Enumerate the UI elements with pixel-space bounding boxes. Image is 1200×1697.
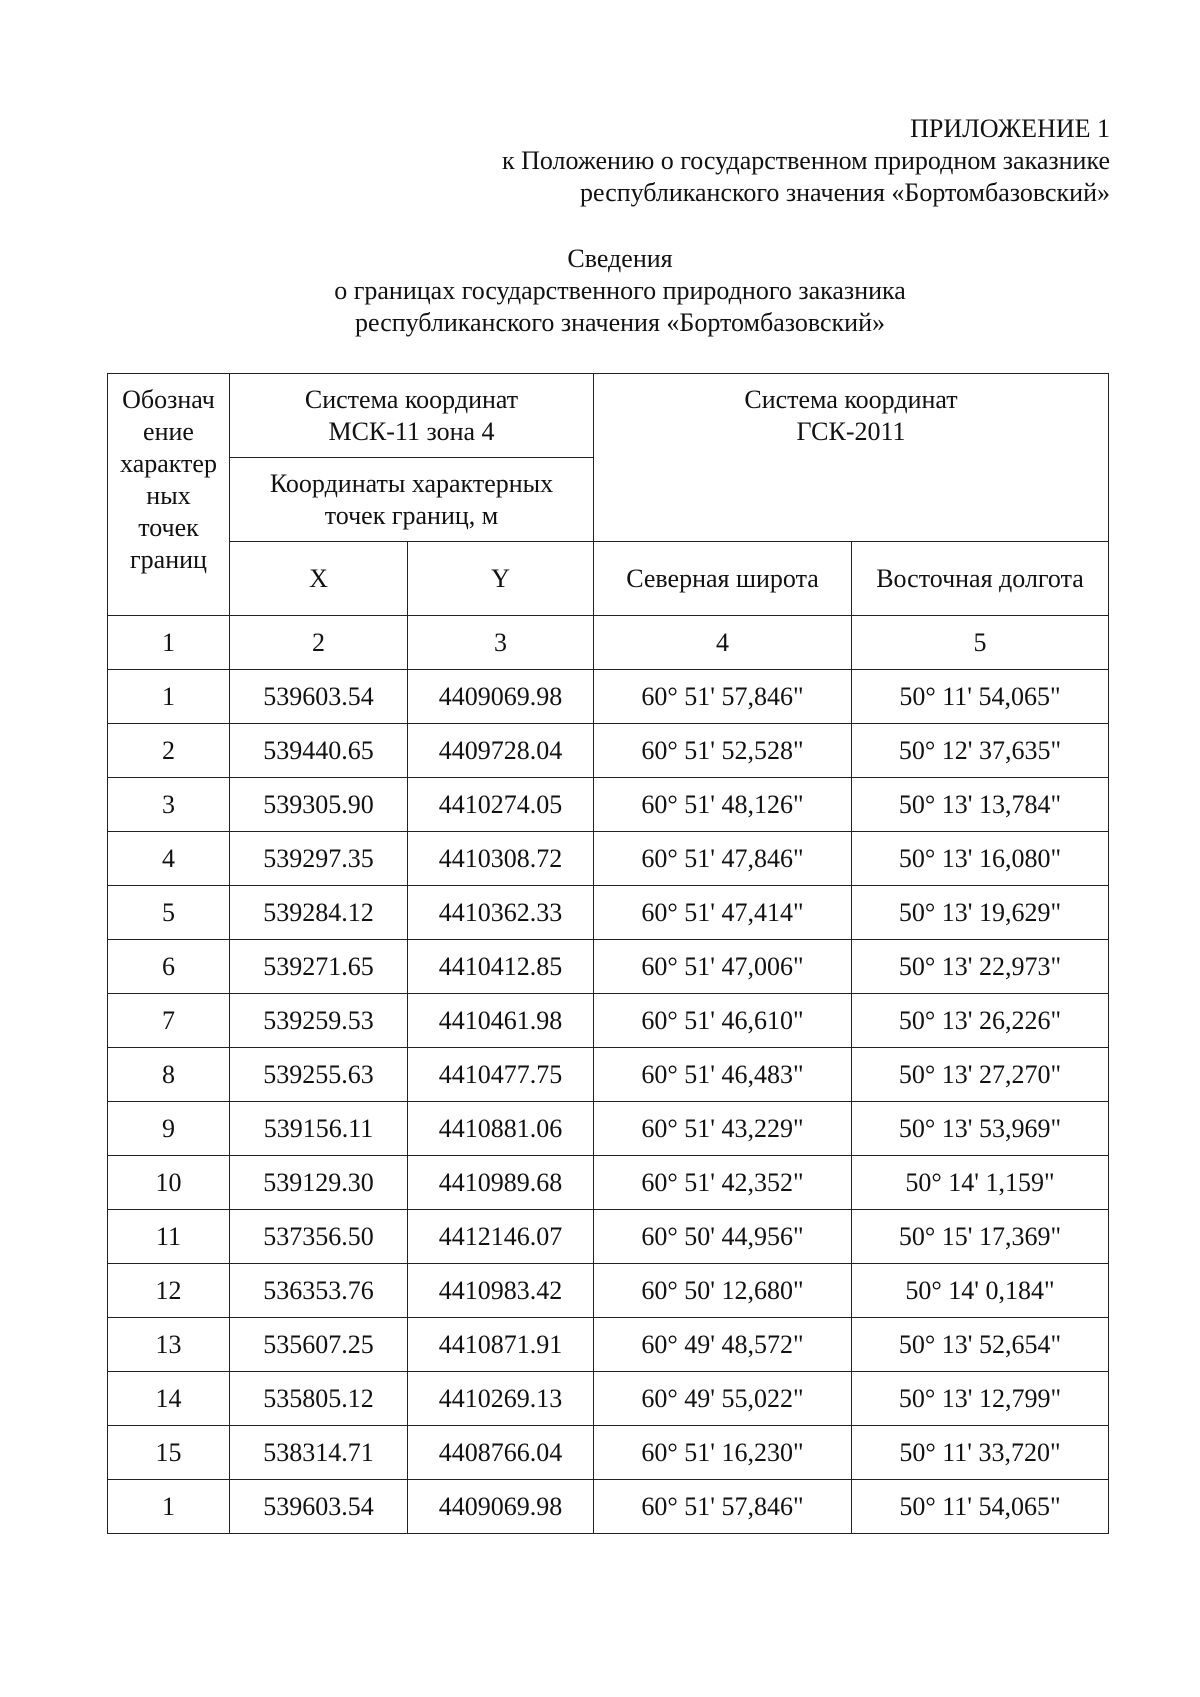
- point-number-cell: 12: [108, 1264, 230, 1318]
- x-coordinate-cell: 539259.53: [230, 994, 408, 1048]
- coordinates-table: [107, 373, 1109, 1534]
- longitude-cell: 50° 13' 13,784": [852, 778, 1109, 832]
- point-number-cell: 1: [108, 670, 230, 724]
- point-number-cell: 6: [108, 940, 230, 994]
- point-number-cell: 4: [108, 832, 230, 886]
- longitude-cell: 50° 13' 19,629": [852, 886, 1109, 940]
- longitude-cell: 50° 11' 33,720": [852, 1426, 1109, 1480]
- table-row: [108, 724, 1109, 778]
- y-coordinate-cell: 4410871.91: [408, 1318, 594, 1372]
- latitude-cell: 60° 51' 46,483": [594, 1048, 852, 1102]
- y-coordinate-cell: 4410269.13: [408, 1372, 594, 1426]
- y-coordinate-cell: 4410308.72: [408, 832, 594, 886]
- y-coordinate-cell: 4410477.75: [408, 1048, 594, 1102]
- longitude-cell: 50° 13' 22,973": [852, 940, 1109, 994]
- y-coordinate-cell: 4409728.04: [408, 724, 594, 778]
- point-number-cell: 13: [108, 1318, 230, 1372]
- column-number: 3: [408, 616, 594, 670]
- header-msk-points: [230, 458, 594, 542]
- latitude-cell: 60° 51' 47,006": [594, 940, 852, 994]
- header-latitude: Северная широта: [594, 542, 852, 616]
- annex-header: [310, 113, 1110, 209]
- header-x: X: [230, 542, 408, 616]
- table-row: [108, 1210, 1109, 1264]
- x-coordinate-cell: 539284.12: [230, 886, 408, 940]
- header-msk-system-line: МСК-11 зона 4: [328, 417, 495, 446]
- x-coordinate-cell: 536353.76: [230, 1264, 408, 1318]
- table-row: [108, 1264, 1109, 1318]
- column-number: 2: [230, 616, 408, 670]
- table-row: [108, 994, 1109, 1048]
- latitude-cell: 60° 49' 48,572": [594, 1318, 852, 1372]
- title-line-3: республиканского значения «Бортомбазовский»: [355, 308, 885, 337]
- longitude-cell: 50° 11' 54,065": [852, 670, 1109, 724]
- x-coordinate-cell: 539305.90: [230, 778, 408, 832]
- header-designation-part: границ: [130, 545, 207, 574]
- header-designation: [108, 374, 230, 616]
- table-row: [108, 778, 1109, 832]
- header-msk-points-line: Координаты характерных: [269, 468, 554, 498]
- longitude-cell: 50° 13' 16,080": [852, 832, 1109, 886]
- table-body: [108, 670, 1109, 1534]
- longitude-cell: 50° 13' 12,799": [852, 1372, 1109, 1426]
- point-number-cell: 15: [108, 1426, 230, 1480]
- latitude-cell: 60° 49' 55,022": [594, 1372, 852, 1426]
- y-coordinate-cell: 4409069.98: [408, 1480, 594, 1534]
- header-designation-part: ных: [146, 481, 191, 510]
- table-row: [108, 832, 1109, 886]
- header-msk-points-line: точек границ, м: [324, 500, 499, 530]
- annex-reference: к Положению о государственном природном заказнике: [501, 146, 1110, 175]
- point-number-cell: 9: [108, 1102, 230, 1156]
- point-number-cell: 10: [108, 1156, 230, 1210]
- latitude-cell: 60° 51' 43,229": [594, 1102, 852, 1156]
- longitude-cell: 50° 13' 52,654": [852, 1318, 1109, 1372]
- latitude-cell: 60° 51' 48,126": [594, 778, 852, 832]
- header-gsk-system-line: Система координат: [744, 385, 958, 414]
- header-gsk-system-line: ГСК-2011: [796, 417, 906, 446]
- table-row: [108, 1048, 1109, 1102]
- latitude-cell: 60° 51' 47,846": [594, 832, 852, 886]
- longitude-cell: 50° 12' 37,635": [852, 724, 1109, 778]
- x-coordinate-cell: 535607.25: [230, 1318, 408, 1372]
- latitude-cell: 60° 51' 46,610": [594, 994, 852, 1048]
- latitude-cell: 60° 51' 57,846": [594, 1480, 852, 1534]
- header-designation-part: характер: [120, 449, 217, 478]
- y-coordinate-cell: 4410989.68: [408, 1156, 594, 1210]
- x-coordinate-cell: 538314.71: [230, 1426, 408, 1480]
- header-longitude: Восточная долгота: [852, 542, 1109, 616]
- y-coordinate-cell: 4410983.42: [408, 1264, 594, 1318]
- title-line-1: Сведения: [567, 244, 673, 273]
- header-gsk-system: [594, 374, 1109, 542]
- point-number-cell: 14: [108, 1372, 230, 1426]
- point-number-cell: 3: [108, 778, 230, 832]
- header-y: Y: [408, 542, 594, 616]
- x-coordinate-cell: 539603.54: [230, 670, 408, 724]
- y-coordinate-cell: 4410274.05: [408, 778, 594, 832]
- table-row: [108, 886, 1109, 940]
- y-coordinate-cell: 4410461.98: [408, 994, 594, 1048]
- title-line-2: о границах государственного природного заказника: [334, 276, 906, 305]
- x-coordinate-cell: 539129.30: [230, 1156, 408, 1210]
- table-row: [108, 1156, 1109, 1210]
- latitude-cell: 60° 51' 52,528": [594, 724, 852, 778]
- latitude-cell: 60° 51' 57,846": [594, 670, 852, 724]
- longitude-cell: 50° 15' 17,369": [852, 1210, 1109, 1264]
- document-title: [180, 243, 1060, 339]
- header-designation-part: точек: [138, 513, 199, 542]
- x-coordinate-cell: 539156.11: [230, 1102, 408, 1156]
- table-row: [108, 1372, 1109, 1426]
- table-row: [108, 1426, 1109, 1480]
- x-coordinate-cell: 539255.63: [230, 1048, 408, 1102]
- x-coordinate-cell: 539440.65: [230, 724, 408, 778]
- latitude-cell: 60° 50' 44,956": [594, 1210, 852, 1264]
- point-number-cell: 11: [108, 1210, 230, 1264]
- table-row: [108, 670, 1109, 724]
- y-coordinate-cell: 4410881.06: [408, 1102, 594, 1156]
- table-row: [108, 1318, 1109, 1372]
- point-number-cell: 2: [108, 724, 230, 778]
- point-number-cell: 7: [108, 994, 230, 1048]
- point-number-cell: 8: [108, 1048, 230, 1102]
- y-coordinate-cell: 4410412.85: [408, 940, 594, 994]
- point-number-cell: 1: [108, 1480, 230, 1534]
- table-header: [108, 374, 1109, 670]
- table-row: [108, 1102, 1109, 1156]
- column-numbers-row: [108, 616, 1109, 670]
- header-designation-part: ение: [143, 417, 194, 446]
- column-number: 1: [108, 616, 230, 670]
- latitude-cell: 60° 51' 42,352": [594, 1156, 852, 1210]
- column-number: 4: [594, 616, 852, 670]
- longitude-cell: 50° 14' 0,184": [852, 1264, 1109, 1318]
- header-msk-system: [230, 374, 594, 458]
- y-coordinate-cell: 4412146.07: [408, 1210, 594, 1264]
- x-coordinate-cell: 539297.35: [230, 832, 408, 886]
- annex-reference-name: республиканского значения «Бортомбазовский»: [580, 178, 1110, 207]
- latitude-cell: 60° 51' 47,414": [594, 886, 852, 940]
- longitude-cell: 50° 11' 54,065": [852, 1480, 1109, 1534]
- y-coordinate-cell: 4410362.33: [408, 886, 594, 940]
- latitude-cell: 60° 50' 12,680": [594, 1264, 852, 1318]
- table-row: [108, 1480, 1109, 1534]
- header-msk-system-line: Система координат: [304, 385, 519, 414]
- x-coordinate-cell: 535805.12: [230, 1372, 408, 1426]
- x-coordinate-cell: 537356.50: [230, 1210, 408, 1264]
- y-coordinate-cell: 4409069.98: [408, 670, 594, 724]
- x-coordinate-cell: 539603.54: [230, 1480, 408, 1534]
- longitude-cell: 50° 13' 26,226": [852, 994, 1109, 1048]
- point-number-cell: 5: [108, 886, 230, 940]
- longitude-cell: 50° 13' 53,969": [852, 1102, 1109, 1156]
- annex-number: ПРИЛОЖЕНИЕ 1: [910, 114, 1110, 143]
- latitude-cell: 60° 51' 16,230": [594, 1426, 852, 1480]
- longitude-cell: 50° 13' 27,270": [852, 1048, 1109, 1102]
- column-number: 5: [852, 616, 1109, 670]
- x-coordinate-cell: 539271.65: [230, 940, 408, 994]
- header-designation-part: Обознач: [122, 385, 215, 414]
- y-coordinate-cell: 4408766.04: [408, 1426, 594, 1480]
- longitude-cell: 50° 14' 1,159": [852, 1156, 1109, 1210]
- table-row: [108, 940, 1109, 994]
